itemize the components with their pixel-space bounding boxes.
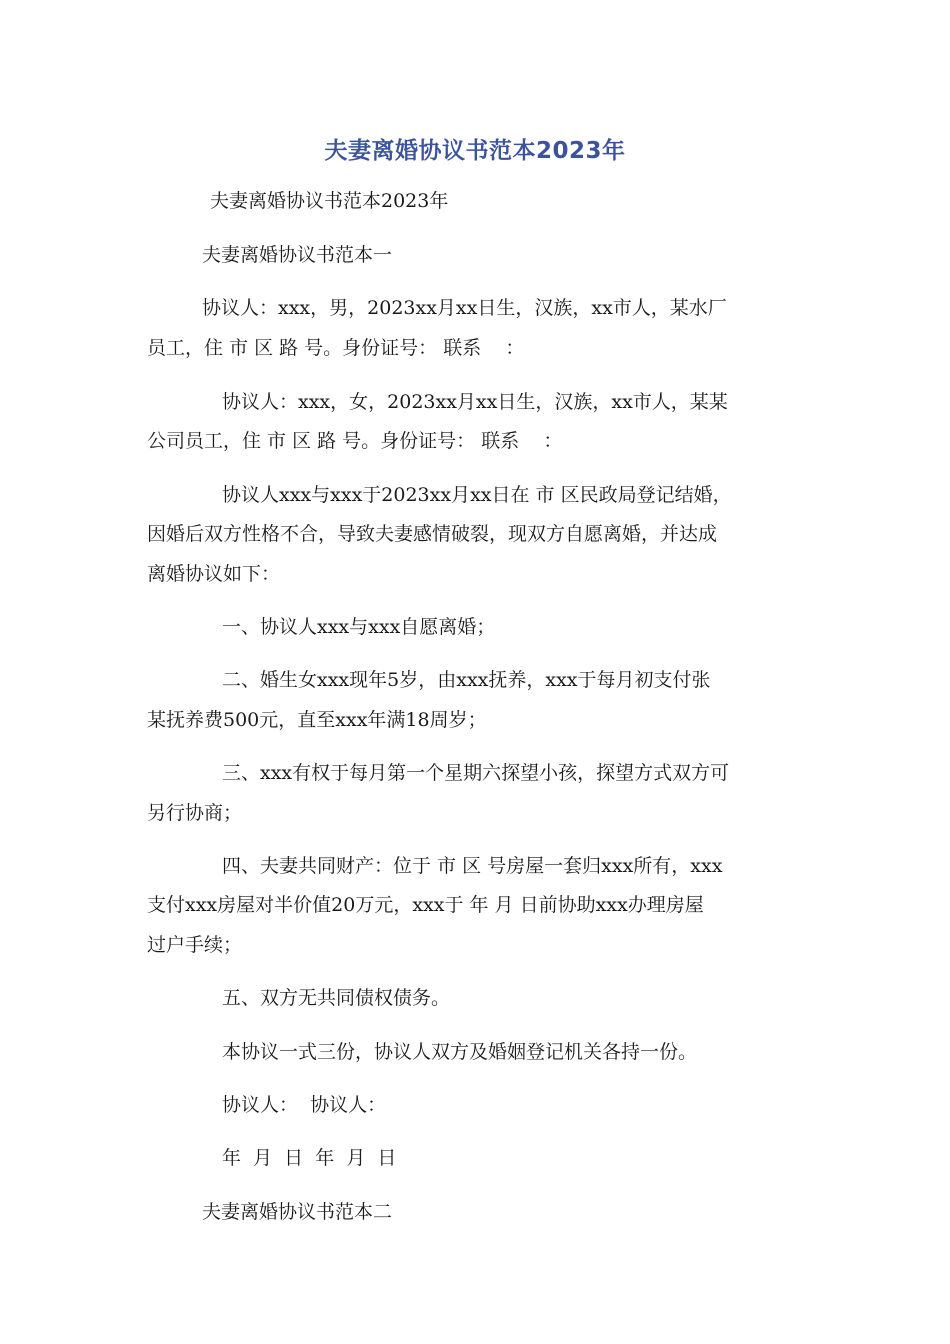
clause4-line3: 过户手续； — [147, 934, 243, 956]
intro-line2: 因婚后双方性格不合，导致夫妻感情破裂，现双方自愿离婚，并达成 — [147, 523, 718, 545]
document-title: 夫妻离婚协议书范本2023年 — [324, 138, 626, 164]
party2-line1: 协议人：xxx，女，2023xx月xx日生，汉族，xx市人，某某 — [222, 391, 728, 413]
clause4-line2: 支付xxx房屋对半价值20万元，xxx于 年 月 日前协助xxx办理房屋 — [147, 894, 704, 916]
party2-line2: 公司员工，住 市 区 路 号。身份证号： 联系 ： — [147, 430, 563, 452]
clause2-line2: 某抚养费500元，直至xxx年满18周岁； — [147, 709, 487, 731]
clause3-line1: 三、xxx有权于每月第一个星期六探望小孩，探望方式双方可 — [222, 762, 730, 784]
intro-line3: 离婚协议如下： — [147, 563, 281, 585]
date-line: 年 月 日 年 月 日 — [222, 1147, 397, 1169]
party1-line1: 协议人：xxx，男，2023xx月xx日生，汉族，xx市人，某水厂 — [202, 297, 727, 319]
section-heading-2: 夫妻离婚协议书范本二 — [202, 1201, 393, 1223]
clause2-line1: 二、婚生女xxx现年5岁，由xxx抚养，xxx于每月初支付张 — [222, 669, 711, 691]
closing-statement: 本协议一式三份，协议人双方及婚姻登记机关各持一份。 — [222, 1041, 698, 1063]
clause5-line1: 五、双方无共同债权债务。 — [222, 987, 451, 1009]
clause3-line2: 另行协商； — [147, 802, 243, 824]
clause1-line1: 一、协议人xxx与xxx自愿离婚； — [222, 616, 496, 638]
section-heading-1: 夫妻离婚协议书范本一 — [202, 244, 393, 266]
party1-line2: 员工，住 市 区 路 号。身份证号： 联系 ： — [147, 337, 525, 359]
document-subtitle: 夫妻离婚协议书范本2023年 — [210, 190, 449, 212]
signature-line: 协议人： 协议人： — [222, 1094, 387, 1116]
intro-line1: 协议人xxx与xxx于2023xx月xx日在 市 区民政局登记结婚， — [222, 484, 732, 506]
clause4-line1: 四、夫妻共同财产：位于 市 区 号房屋一套归xxx所有，xxx — [222, 855, 723, 877]
